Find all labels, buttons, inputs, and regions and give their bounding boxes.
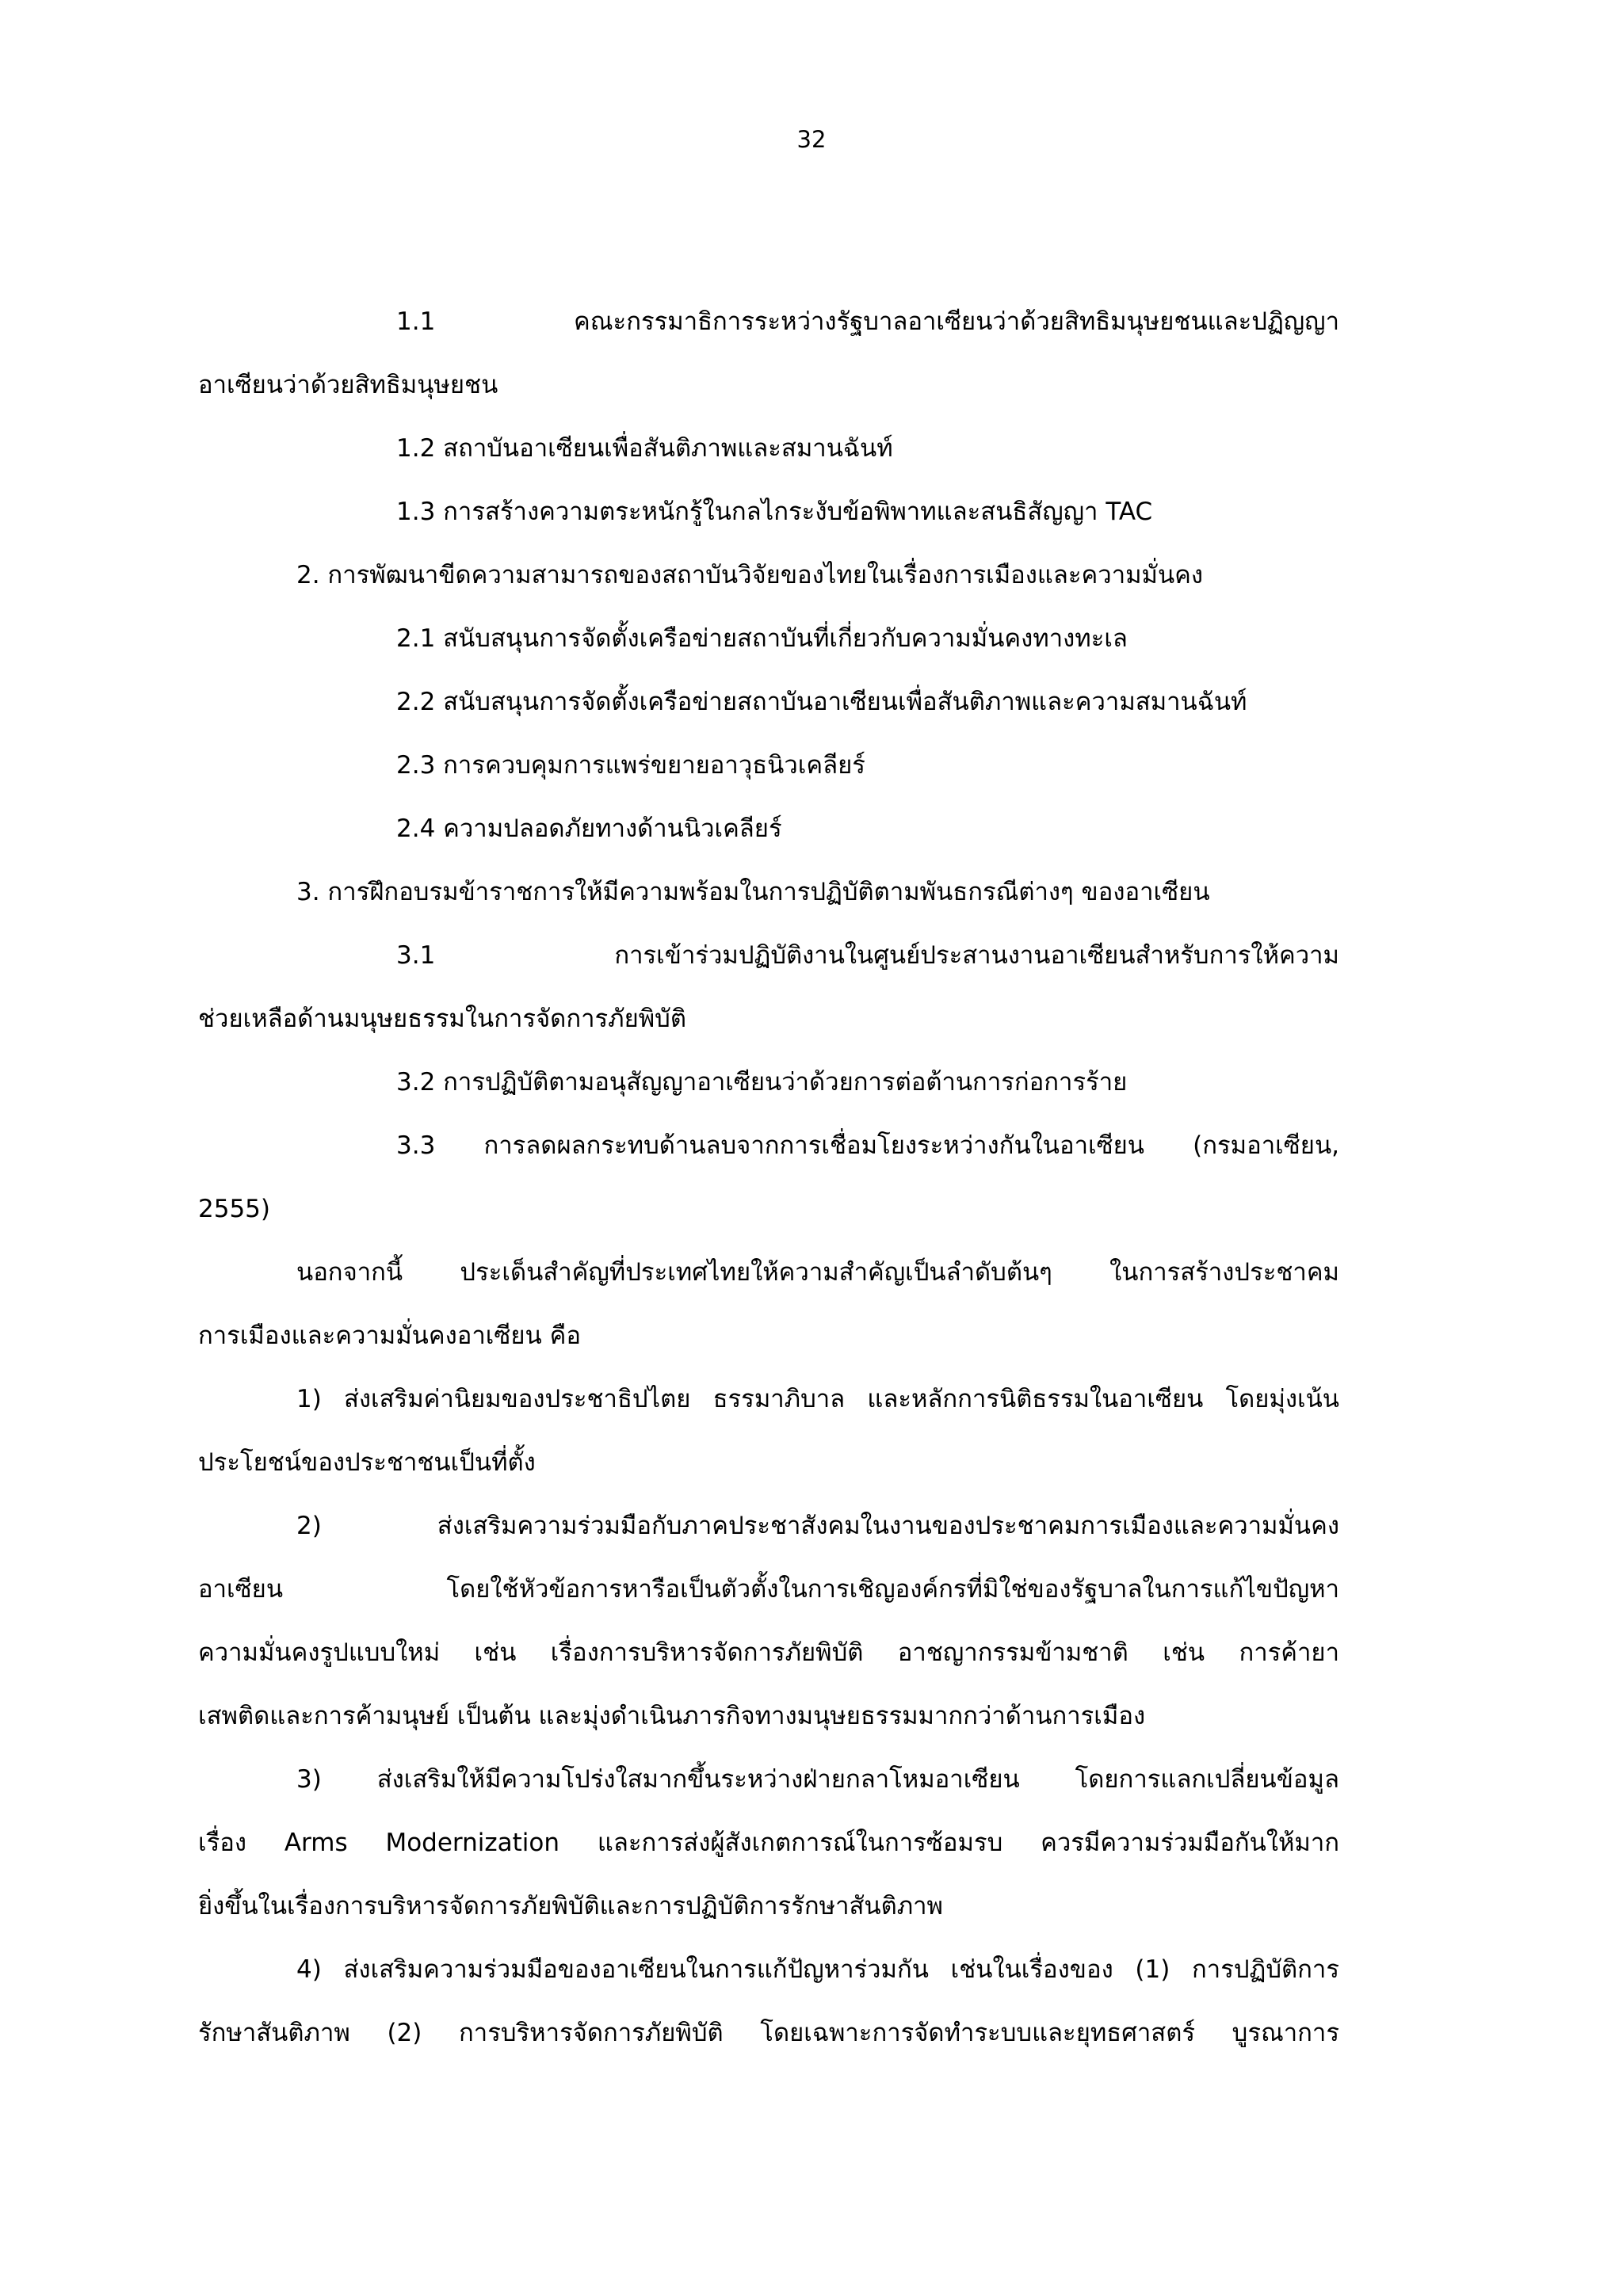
text-line: เสพติดและการค้ามนุษย์ เป็นต้น และมุ่งดำเนินภารกิจทางมนุษยธรรมมากกว่าด้านการเมือง [198,1702,1146,1730]
text-line: นอกจากนี้ ประเด็นสำคัญที่ประเทศไทยให้ความสำคัญเป็นลำดับต้นๆ ในการสร้างประชาคม [296,1258,1339,1287]
text-line: 2. การพัฒนาขีดความสามารถของสถาบันวิจัยของไทยในเรื่องการเมืองและความมั่นคง [296,561,1204,589]
text-line: อาเซียน โดยใช้หัวข้อการหารือเป็นตัวตั้งในการเชิญองค์กรที่มิใช่ของรัฐบาลในการแก้ไขปัญหา [198,1575,1339,1604]
text-line: 2.1 สนับสนุนการจัดตั้งเครือข่ายสถาบันที่เกี่ยวกับความมั่นคงทางทะเล [396,624,1128,653]
text-line: 2) ส่งเสริมความร่วมมือกับภาคประชาสังคมในงานของประชาคมการเมืองและความมั่นคง [296,1512,1339,1540]
text-line: 2.3 การควบคุมการแพร่ขยายอาวุธนิวเคลียร์ [396,751,865,780]
text-line: 1.2 สถาบันอาเซียนเพื่อสันติภาพและสมานฉันท์ [396,434,893,463]
text-line: 1.3 การสร้างความตระหนักรู้ในกลไกระงับข้อพิพาทและสนธิสัญญา TAC [396,498,1153,526]
text-line: 2.4 ความปลอดภัยทางด้านนิวเคลียร์ [396,814,782,843]
text-line: ยิ่งขึ้นในเรื่องการบริหารจัดการภัยพิบัติและการปฏิบัติการรักษาสันติภาพ [198,1892,943,1920]
text-line: เรื่อง Arms Modernization และการส่งผู้สังเกตการณ์ในการซ้อมรบ ควรมีความร่วมมือกันให้มาก [198,1829,1339,1857]
text-line: 2555) [198,1195,270,1223]
page-number: 32 [796,126,827,153]
text-line: 3) ส่งเสริมให้มีความโปร่งใสมากขึ้นระหว่างฝ่ายกลาโหมอาเซียน โดยการแลกเปลี่ยนข้อมูล [296,1765,1339,1794]
text-line: 3. การฝึกอบรมข้าราชการให้มีความพร้อมในการปฏิบัติตามพันธกรณีต่างๆ ของอาเซียน [296,878,1210,906]
text-line: 3.2 การปฏิบัติตามอนุสัญญาอาเซียนว่าด้วยการต่อต้านการก่อการร้าย [396,1068,1128,1097]
text-line: 2.2 สนับสนุนการจัดตั้งเครือข่ายสถาบันอาเซียนเพื่อสันติภาพและความสมานฉันท์ [396,688,1247,716]
text-line: อาเซียนว่าด้วยสิทธิมนุษยชน [198,371,498,399]
text-line: 3.1 การเข้าร่วมปฏิบัติงานในศูนย์ประสานงานอาเซียนสำหรับการให้ความ [396,941,1339,970]
text-line: ช่วยเหลือด้านมนุษยธรรมในการจัดการภัยพิบัติ [198,1005,686,1033]
text-line: 3.3 การลดผลกระทบด้านลบจากการเชื่อมโยงระหว่างกันในอาเซียน (กรมอาเซียน, [396,1131,1339,1160]
text-line: รักษาสันติภาพ (2) การบริหารจัดการภัยพิบัติ โดยเฉพาะการจัดทำระบบและยุทธศาสตร์ บูรณาการ [198,2019,1339,2047]
text-line: 1.1 คณะกรรมาธิการระหว่างรัฐบาลอาเซียนว่าด้วยสิทธิมนุษยชนและปฏิญญา [396,307,1339,336]
text-line: ประโยชน์ของประชาชนเป็นที่ตั้ง [198,1448,536,1477]
text-line: 4) ส่งเสริมความร่วมมือของอาเซียนในการแก้ปัญหาร่วมกัน เช่นในเรื่องของ (1) การปฏิบัติการ [296,1955,1339,1984]
text-line: 1) ส่งเสริมค่านิยมของประชาธิปไตย ธรรมาภิบาล และหลักการนิติธรรมในอาเซียน โดยมุ่งเน้น [296,1385,1339,1413]
text-line: ความมั่นคงรูปแบบใหม่ เช่น เรื่องการบริหารจัดการภัยพิบัติ อาชญากรรมข้ามชาติ เช่น การค้ายา [198,1638,1339,1667]
text-line: การเมืองและความมั่นคงอาเซียน คือ [198,1322,581,1350]
document-body [198,290,1339,2065]
